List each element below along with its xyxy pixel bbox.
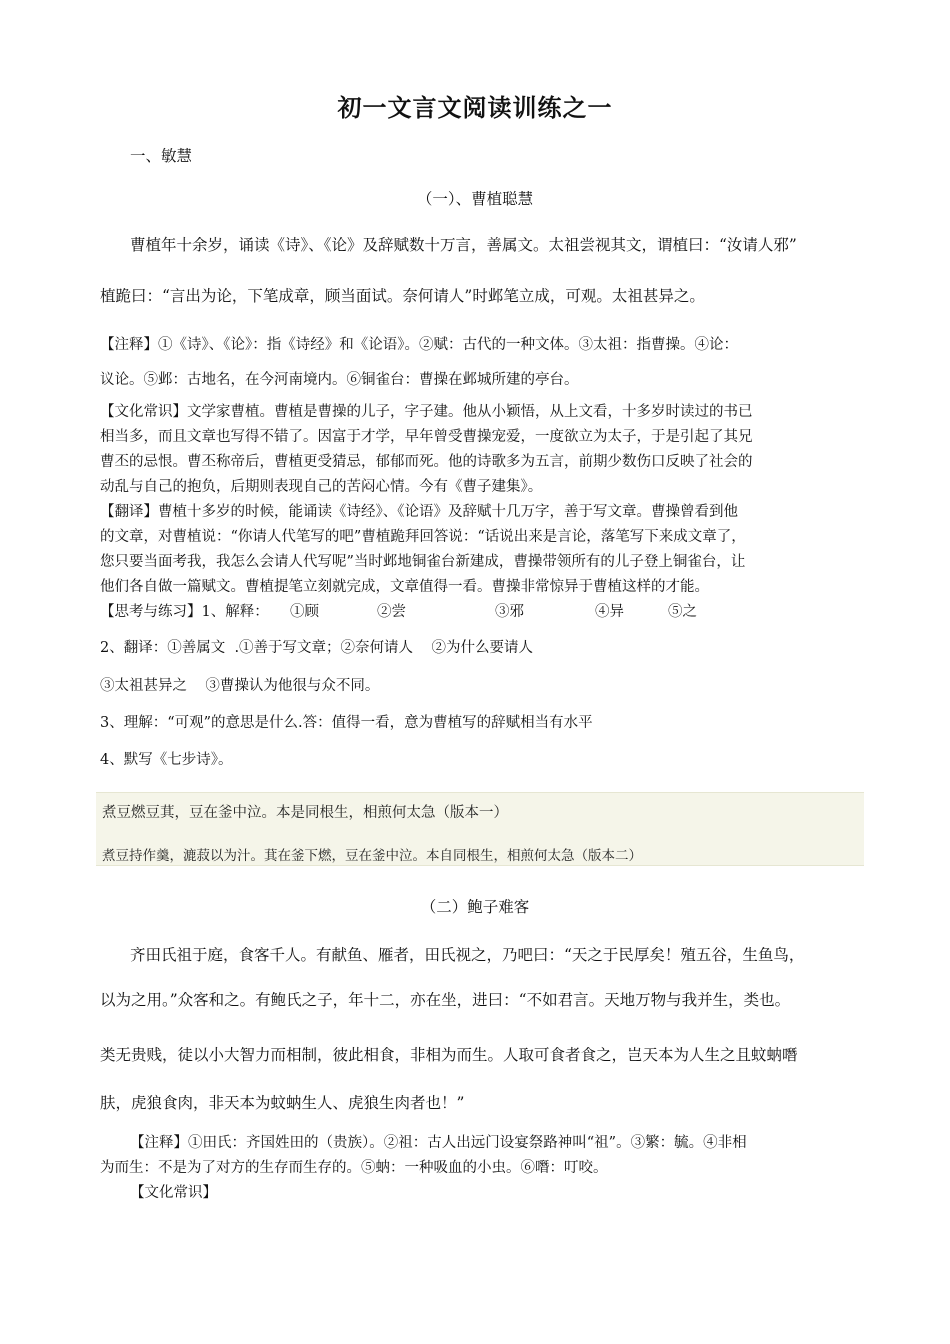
exercise-heading: 【思考与练习】1、解释：	[100, 604, 269, 620]
exercise-q3: 3、理解：“可观”的意思是什么.答：值得一看，意为曹植写的辞赋相当有水平	[100, 715, 593, 731]
passage-2-line-4: 肤，虎狼食肉，非天本为蚊蚋生人、虎狼生肉者也！”	[100, 1094, 465, 1112]
culture-1-line-4: 动乱与自己的抱负，后期则表现自己的苦闷心情。今有《曹子建集》。	[100, 479, 543, 495]
poem-version-1: 煮豆燃豆萁，豆在釜中泣。本是同根生，相煎何太急（版本一）	[102, 805, 508, 821]
section-heading: 一、敏慧	[130, 147, 193, 165]
poem-version-2: 煮豆持作羹，漉菽以为汁。萁在釜下燃，豆在釜中泣。本自同根生，相煎何太急（版本二）	[102, 848, 642, 864]
exercise-q2b: ③太祖甚异之 ③曹操认为他很与众不同。	[100, 678, 380, 694]
subheading-2: （二）鲍子难客	[420, 898, 530, 916]
notes-1-line-2: 议论。⑤邺：古地名，在今河南境内。⑥铜雀台：曹操在邺城所建的亭台。	[100, 372, 579, 388]
exercise-q2: 2、翻译：①善属文 .①善于写文章；②奈何请人 ②为什么要请人	[100, 640, 533, 656]
passage-1-line-2: 植跪曰：“言出为论，下笔成章，顾当面试。奈何请人”时邺笔立成，可观。太祖甚异之。	[100, 287, 705, 305]
passage-2-line-3: 类无贵贱，徒以小大智力而相制，彼此相食，非相为而生。人取可食者食之，岂天本为人生之且蚊蚋噆	[100, 1046, 798, 1064]
translation-1-line-4: 他们各自做一篇赋文。曹植提笔立刻就完成，文章值得一看。曹操非常惊异于曹植这样的才能。	[100, 579, 709, 595]
passage-2-line-2: 以为之用。”众客和之。有鲍氏之子，年十二，亦在坐，进曰：“不如君言。天地万物与我并生，类也。	[100, 991, 791, 1009]
exercise-item-3: ③邪	[495, 604, 524, 620]
translation-1-line-1: 【翻译】曹植十多岁的时候，能诵读《诗经》、《论语》及辞赋十几万字，善于写文章。曹操曾看到他	[100, 504, 738, 520]
culture-2-heading: 【文化常识】	[130, 1185, 217, 1201]
exercise-item-4: ④异	[595, 604, 624, 620]
exercise-item-5: ⑤之	[668, 604, 697, 620]
notes-2-line-1: 【注释】①田氏：齐国姓田的（贵族）。②祖：古人出远门设宴祭路神叫“祖”。③繁：毓。④非相	[130, 1135, 747, 1151]
passage-2-line-1: 齐田氏祖于庭，食客千人。有献鱼、雁者，田氏视之，乃吧曰：“天之于民厚矣！殖五谷，生鱼鸟，	[130, 946, 805, 964]
subheading-1: （一）、曹植聪慧	[416, 190, 534, 208]
page-title: 初一文言文阅读训练之一	[337, 94, 613, 122]
culture-1-line-3: 曹丕的忌恨。曹丕称帝后，曹植更受猜忌，郁郁而死。他的诗歌多为五言，前期少数伤口反映了社会的	[100, 454, 753, 470]
translation-1-line-2: 的文章，对曹植说：“你请人代笔写的吧”曹植跪拜回答说：“话说出来是言论，落笔写下来成文章了，	[100, 529, 746, 545]
exercise-q4: 4、默写《七步诗》。	[100, 752, 233, 768]
passage-1-line-1: 曹植年十余岁，诵读《诗》、《论》及辞赋数十万言，善属文。太祖尝视其文，谓植曰：“汝请人邪”	[130, 236, 797, 254]
exercise-item-1: ①顾	[290, 604, 319, 620]
poem-box	[96, 792, 864, 866]
notes-1-line-1: 【注释】①《诗》、《论》：指《诗经》和《论语》。②赋：古代的一种文体。③太祖：指曹操。④论：	[100, 337, 738, 353]
culture-1-line-2: 相当多，而且文章也写得不错了。因富于才学，早年曾受曹操宠爱，一度欲立为太子，于是引起了其兄	[100, 429, 753, 445]
notes-2-line-2: 为而生：不是为了对方的生存而生存的。⑤蚋：一种吸血的小虫。⑥噆：叮咬。	[100, 1160, 608, 1176]
culture-1-line-1: 【文化常识】文学家曹植。曹植是曹操的儿子，字子建。他从小颖悟，从上文看，十多岁时读过的书已	[100, 404, 753, 420]
exercise-item-2: ②尝	[377, 604, 406, 620]
translation-1-line-3: 您只要当面考我，我怎么会请人代写呢”当时邺地铜雀台新建成，曹操带领所有的儿子登上铜雀台，让	[100, 554, 746, 570]
